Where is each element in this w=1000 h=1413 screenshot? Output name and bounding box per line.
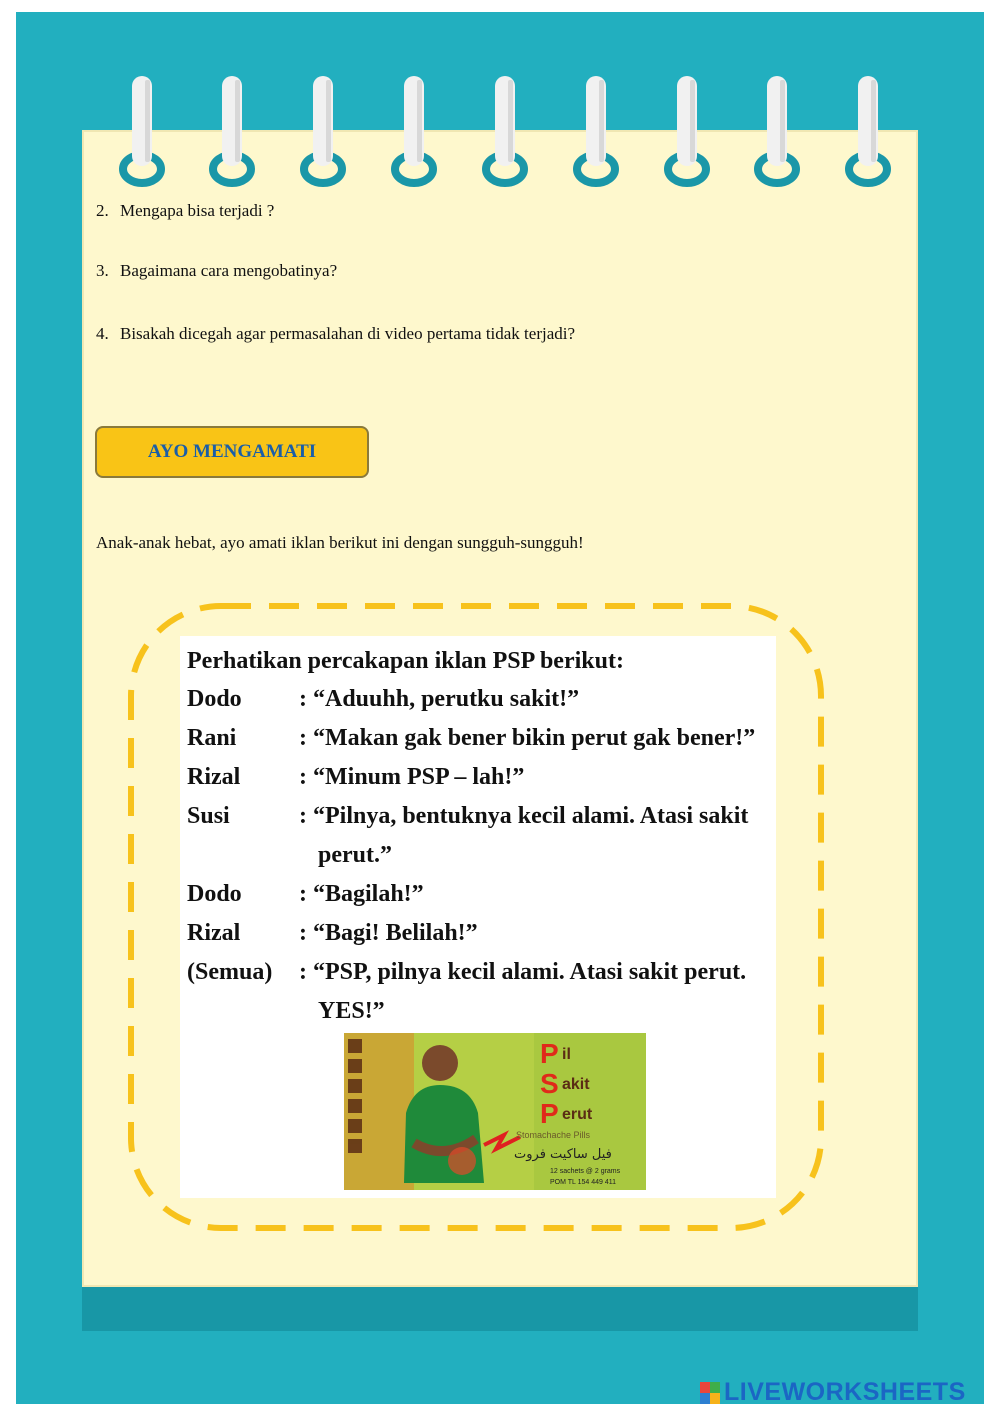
svg-text:il: il <box>562 1046 571 1063</box>
intro-text: Anak-anak hebat, ayo amati iklan berikut ini dengan sungguh-sungguh! <box>96 533 584 552</box>
svg-text:Stomachache Pills: Stomachache Pills <box>516 1130 591 1140</box>
ad-title: Perhatikan percakapan iklan PSP berikut: <box>187 648 624 674</box>
spiral-ring <box>838 72 898 192</box>
dialog-line: Rani : “Makan gak bener bikin perut gak bener!” <box>187 725 756 751</box>
dialog-line: Dodo : “Aduuhh, perutku sakit!” <box>187 686 580 712</box>
ayo-mengamati-banner: AYO MENGAMATI <box>95 426 369 478</box>
svg-text:P: P <box>540 1098 559 1129</box>
dialog-line: Susi : “Pilnya, bentuknya kecil alami. Atasi sakit <box>187 803 749 829</box>
question-2: 2. Mengapa bisa terjadi ? <box>96 201 275 220</box>
dialog-line: (Semua) : “PSP, pilnya kecil alami. Atasi sakit perut. <box>187 959 747 985</box>
liveworksheets-logo-mark <box>700 1382 720 1404</box>
spiral-ring <box>293 72 353 192</box>
notebook-shadow <box>82 1287 918 1331</box>
spiral-ring <box>657 72 717 192</box>
svg-text:P: P <box>540 1038 559 1069</box>
liveworksheets-logo: LIVEWORKSHEETS <box>700 1378 966 1407</box>
question-3: 3. Bagaimana cara mengobatinya? <box>96 261 338 280</box>
svg-text:12 sachets @ 2 grams: 12 sachets @ 2 grams <box>550 1168 621 1175</box>
spiral-ring <box>475 72 535 192</box>
dialog-line: Rizal : “Minum PSP – lah!” <box>187 764 525 790</box>
psp-product-photo <box>344 1033 646 1190</box>
dialog-line: Rizal : “Bagi! Belilah!” <box>187 920 478 946</box>
svg-text:akit: akit <box>562 1076 590 1093</box>
spiral-ring <box>112 72 172 192</box>
svg-text:erut: erut <box>562 1106 593 1123</box>
dialog-continuation: YES!” <box>318 998 385 1024</box>
spiral-ring <box>202 72 262 192</box>
dialog-continuation: perut.” <box>318 842 392 868</box>
spiral-ring <box>566 72 626 192</box>
dialog-line: Dodo : “Bagilah!” <box>187 881 424 907</box>
question-4: 4. Bisakah dicegah agar permasalahan di video pertama tidak terjadi? <box>96 324 576 343</box>
svg-text:S: S <box>540 1068 559 1099</box>
svg-text:فيل ساكيت فروت: فيل ساكيت فروت <box>514 1147 612 1162</box>
ad-card <box>180 636 776 1198</box>
spiral-ring <box>384 72 444 192</box>
svg-text:POM TL 154 449 411: POM TL 154 449 411 <box>550 1179 617 1186</box>
spiral-ring <box>747 72 807 192</box>
